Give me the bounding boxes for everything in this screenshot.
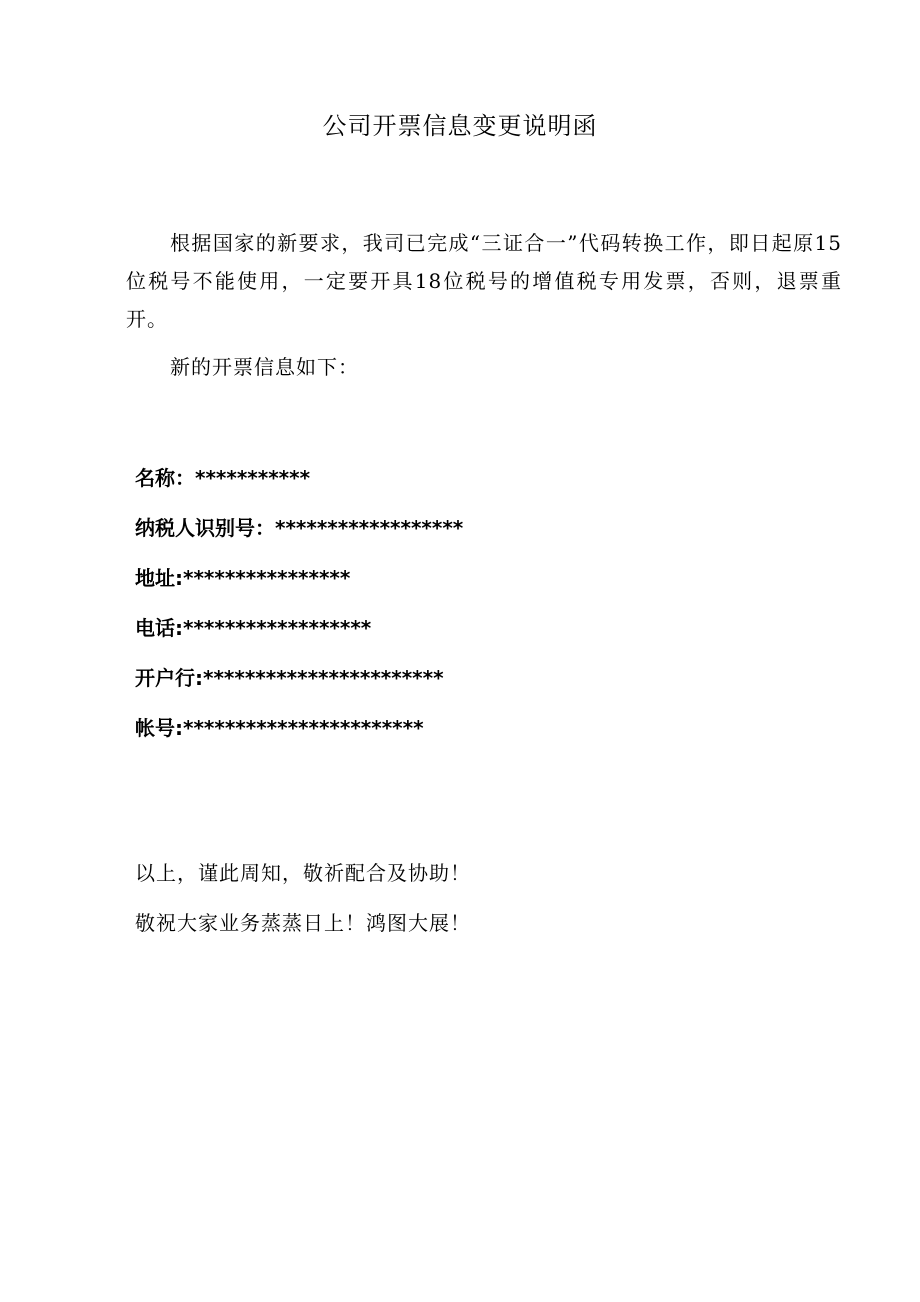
info-label: 开户行: — [135, 666, 203, 690]
info-row-name — [135, 458, 463, 508]
info-value: ****************** — [183, 616, 372, 640]
info-label: 电话: — [135, 616, 183, 640]
info-value: *********************** — [203, 666, 444, 690]
info-row-tax-id — [135, 508, 463, 558]
info-label: 帐号: — [135, 716, 183, 740]
info-row-address — [135, 558, 463, 608]
info-row-phone — [135, 608, 463, 658]
closing-block — [135, 853, 471, 953]
info-row-bank — [135, 658, 463, 708]
closing-wishes: 敬祝大家业务蒸蒸日上！鸿图大展！ — [135, 911, 471, 935]
info-label: 名称： — [135, 466, 195, 490]
info-value: **************** — [183, 566, 351, 590]
info-label: 地址: — [135, 566, 183, 590]
info-value: ****************** — [275, 516, 464, 540]
body-paragraph-intro: 新的开票信息如下： — [170, 355, 359, 379]
invoice-info-list — [135, 458, 463, 758]
info-label: 纳税人识别号： — [135, 516, 275, 540]
info-value: *********************** — [183, 716, 424, 740]
document-title: 公司开票信息变更说明函 — [322, 112, 598, 140]
body-paragraph-requirement: 根据国家的新要求，我司已完成“三证合一”代码转换工作，即日起原15位税号不能使用，一定要开具18位税号的增值税专用发票，否则，退票重开。 — [126, 231, 842, 331]
info-value: *********** — [195, 466, 311, 490]
closing-notice: 以上，谨此周知，敬祈配合及协助！ — [135, 861, 471, 885]
info-row-account — [135, 708, 463, 758]
